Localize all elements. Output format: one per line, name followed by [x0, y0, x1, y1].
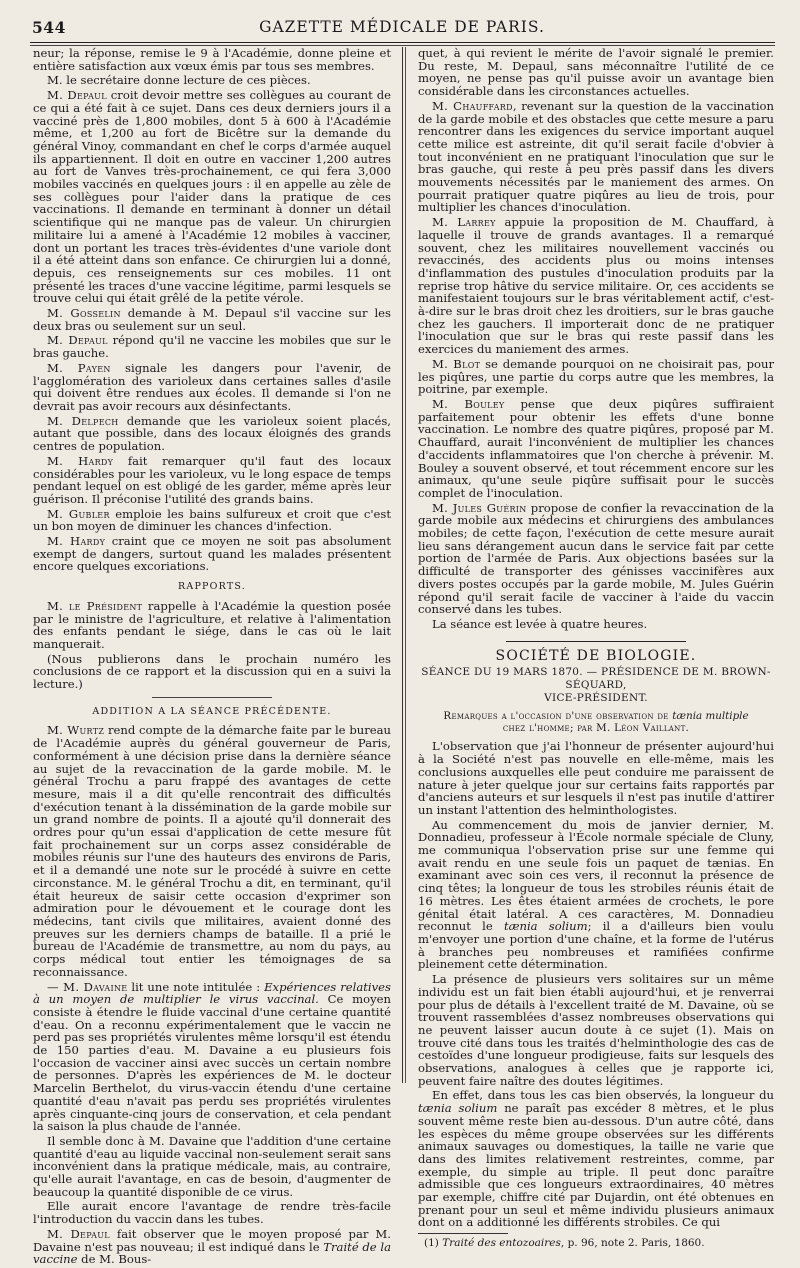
page-header — [32, 14, 772, 40]
journal-title: GAZETTE MÉDICALE DE PARIS. — [259, 18, 545, 36]
speaker-name: M. Depaul — [47, 88, 107, 103]
speaker-name: M. Payen — [47, 360, 111, 375]
paragraph: neur; la réponse, remise le 9 à l'Académie, donne pleine et entière satisfaction aux vœux émis par tous ses membres. — [33, 46, 391, 73]
speaker-name: — M. Davaine — [47, 979, 128, 994]
right-column — [418, 47, 774, 1252]
column-divider — [402, 47, 403, 1083]
footnote-rule — [418, 1233, 508, 1234]
paragraph: M. Depaul fait observer que le moyen proposé par M. Davaine n'est pas nouveau; il est indiqué dans le Traité de la vaccine de M. Bous- — [33, 1226, 391, 1267]
paragraph: En effet, dans tous les cas bien observés, la longueur du tænia solium ne paraît pas excéder 8 mètres, et le plus souvent même reste bien au-dessous. D'un autre côté, dans les espèces du même groupe observées sur les différents animaux sauvages ou domestiques, la taille ne varie que dans des limites relativement restreintes, comme, par exemple, du simple au triple. Il peut donc paraître admissible que ces longueurs extraordinaires, 40 mètres par exemple, chiffre cité par Dujardin, ont été obtenues en prenant pour un seul et même individu plusieurs animaux dont on a additionné les différents strobiles. Ce qui — [418, 1088, 775, 1230]
paragraph: M. Jules Guérin propose de confier la revaccination de la garde mobile aux médecins et chirurgiens des ambulances mobiles; de cette façon, l'exécution de cette mesure aurait lieu sans dérangement aucun dans le service fait par cette portion de l'armée de Paris. Aux objections basées sur la difficulté de transporter des génisses vaccinifères aux divers postes occupés par la garde mobile, M. Jules Guérin répond qu'il serait facile de vacciner à l'aide du vaccin conservé dans les tubes. — [418, 500, 774, 617]
paragraph: M. Gubler emploie les bains sulfureux et croit que c'est un bon moyen de diminuer les chances d'infection. — [33, 506, 392, 534]
speaker-name: M. le Président — [47, 598, 143, 613]
paragraph: M. Payen signale les dangers pour l'avenir, de l'agglomération des varioleux dans certaines salles d'asile qui doivent être rendues aux écoles. Il demande si l'on ne devrait pas avoir recours aux désinfectants. — [33, 360, 391, 413]
paragraph: Elle aurait encore l'avantage de rendre très-facile l'introduction du vaccin dans les tubes. — [33, 1199, 391, 1227]
section-separator — [506, 641, 686, 642]
society-heading: SOCIÉTÉ DE BIOLOGIE. — [495, 647, 697, 664]
speaker-name: M. Gubler — [47, 506, 110, 521]
paragraph: M. Blot se demande pourquoi on ne choisirait pas, pour les piqûres, une partie du corps autre que les membres, la poitrine, par exemple. — [418, 356, 774, 397]
speaker-name: M. Depaul — [47, 333, 108, 348]
speaker-name: M. Gosselin — [47, 306, 121, 321]
paragraph: M. Delpech demande que les varioleux soient placés, autant que possible, dans des locaux éloignés des grands centres de population. — [33, 413, 391, 454]
paragraph: M. le Président rappelle à l'Académie la question posée par le ministre de l'agriculture, et relative à l'alimentation des enfants pendant le siége, dans le cas où le lait manquerait. — [33, 598, 391, 651]
paragraph: M. Depaul répond qu'il ne vaccine les mobiles que sur le bras gauche. — [33, 333, 391, 361]
paragraph: M. le secrétaire donne lecture de ces pièces. — [47, 73, 311, 88]
paragraph: quet, à qui revient le mérite de l'avoir signalé le premier. Du reste, M. Depaul, sans méconnaître l'utilité de ce moyen, ne pense pas qu'il puisse avoir un avantage bien considérable dans les circonstances actuelles. — [418, 46, 774, 99]
speaker-name: M. Hardy — [47, 534, 106, 549]
paragraph: La présence de plusieurs vers solitaires sur un même individu est un fait bien établi aujourd'hui, et je renverrai pour plus de détails à l'excellent traité de M. Davaine, où se trouvent rassemblées d'assez nombreuses observations qui ne peuvent laisser aucun doute à ce sujet (1). Mais on trouve cité dans tous les traités d'helminthologie des cas de cestoïdes d'une longueur prodigieuse, faits sur lesquels des observations, analogues à celles que je rapporte ici, peuvent faire naître des doutes légitimes. — [418, 972, 774, 1088]
speaker-name: M. Bouley — [432, 396, 505, 411]
paragraph: M. Gosselin demande à M. Depaul s'il vaccine sur les deux bras ou seulement sur un seul. — [33, 306, 391, 333]
book-title: Traité de la vaccine — [33, 1239, 391, 1267]
column-divider-thin — [405, 47, 406, 1083]
paragraph: Au commencement du mois de janvier dernier, M. Donnadieu, professeur à l'École normale spéciale de Cluny, me communiqua l'observation prise sur une femme qui avait rendu en une seule fois un paquet de tænias. En examinant avec soin ces vers, il reconnut la présence de cinq têtes; la longueur de tous les strobiles réunis était de 16 mètres. Les êtes étaient armées de crochets, le pore génital était latéral. A ces caractères, M. Donnadieu reconnut le tænia solium; il a d'ailleurs bien voulu m'envoyer une portion d'une chaîne, et la forme de l'utérus à branches peu nombreuses et ramifiées confirme pleinement cette détermination. — [418, 817, 774, 972]
seance-line: SÉANCE DU 19 MARS 1870. — PRÉSIDENCE DE M. BROWN-SÉQUARD, — [421, 666, 771, 692]
paragraph: M. Wurtz rend compte de la démarche faite par le bureau de l'Académie auprès du général gouverneur de Paris, conformément à une décision prise dans la dernière séance au sujet de la revaccination de la garde mobile. M. le général Trochu a paru frappé des avantages de cette mesure, mais il a dit qu'elle rencontrait des difficultés d'exécution tenant à la dissémination de la garde mobile sur un grand nombre de points. Il a ajouté qu'il donnerait des ordres pour qu'un essai d'application de cette mesure fût fait prochainement sur un corps assez considérable de mobiles réunis sur l'une des hauteurs des environs de Paris, et il a demandé une note sur le procédé à suivre en cette circonstance. M. le général Trochu a dit, en terminant, qu'il était heureux de saisir cette occasion d'exprimer son admiration pour le dévouement et le courage dont les médecins, tant civils que militaires, avaient donné des preuves sur les derniers champs de bataille. Il a prié le bureau de l'Académie de transmettre, au nom du pays, au corps médical tout entier les témoignages de sa reconnaissance. — [33, 723, 391, 979]
vice-president-line: VICE-PRÉSIDENT. — [544, 691, 648, 704]
speaker-name: M. Chauffard — [432, 98, 513, 113]
paragraph: Il semble donc à M. Davaine que l'addition d'une certaine quantité d'eau au liquide vaccinal non-seulement serait sans inconvénient dans la pratique médicale, mais, au contraire, qu'elle aurait l'avantage, en cas de besoin, d'augmenter de beaucoup la quantité disponible de ce virus. — [33, 1133, 391, 1199]
speaker-name: M. Blot — [432, 356, 481, 371]
paragraph: M. Hardy fait remarquer qu'il faut des locaux considérables pour les varioleux, vu le long espace de temps pendant lequel on est obligé de les garder, même après leur guérison. Il préconise l'utilité des grands bains. — [33, 453, 391, 506]
paragraph: M. Hardy craint que ce moyen ne soit pas absolument exempt de dangers, surtout quand les malades présentent encore quelques excoriations. — [33, 534, 392, 574]
note-title: Expériences relatives à un moyen de multiplier le virus vaccinal. — [33, 979, 391, 1007]
speaker-name: M. Wurtz — [47, 723, 105, 738]
speaker-name: M. Delpech — [47, 413, 119, 428]
speaker-name: M. Larrey — [432, 215, 496, 230]
paragraph: La séance est levée à quatre heures. — [432, 616, 648, 631]
section-heading-addition: ADDITION A LA SÉANCE PRÉCÉDENTE. — [92, 705, 332, 717]
paragraph: M. Larrey appuie la proposition de M. Chauffard, à laquelle il trouve de grands avantages. Il a remarqué souvent, chez les militaires nouvellement vaccinés ou revaccinés, des accidents plus ou moins intenses d'inflammation des pustules d'inoculation produits par la reprise trop hâtive du service militaire. Or, ces accidents se manifestaient toujours sur le bras véritablement actif, c'est-à-dire sur le bras droit chez les droitiers, sur le bras gauche chez les gauchers. Il importerait donc de ne pratiquer l'inoculation que sur le bras qui reste passif dans les exercices du maniement des armes. — [418, 215, 774, 357]
paragraph: M. Bouley pense que deux piqûres suffiraient parfaitement pour obtenir les effets d'une bonne vaccination. Le nombre des quatre piqûres, proposé par M. Chauffard, aurait l'inconvénient de multiplier les chances d'accidents inflammatoires que l'on cherche à prévenir. M. Bouley a souvent observé, et tout récemment encore sur les animaux, qu'une seule piqûre suffisait pour le succès complet de l'inoculation. — [418, 396, 774, 500]
footnote: (1) Traité des entozoaires, p. 96, note 2. Paris, 1860. — [424, 1237, 705, 1250]
speaker-name: M. Hardy — [47, 453, 114, 468]
separator — [152, 697, 272, 698]
paragraph: L'observation que j'ai l'honneur de présenter aujourd'hui à la Société n'est pas nouvelle en elle-même, mais les conclusions auxquelles elle peut conduire me paraissent de nature à jeter quelque jour sur certains faits rapportés par d'anciens auteurs et sur lesquels il n'est pas inutile d'attirer un instant l'attention des helminthologistes. — [418, 739, 774, 817]
speaker-name: M. Depaul — [47, 1226, 110, 1241]
header-rule — [30, 42, 775, 43]
paragraph: M. Chauffard, revenant sur la question de la vaccination de la garde mobile et des obstacles que cette mesure a paru rencontrer dans les exigences du service important auquel cette milice est astreinte, dit qu'il serait facile d'obvier à tout inconvénient en ne pratiquant l'inoculation que sur le bras gauche, qui reste à peu près passif dans les divers mouvements nécessités par le maniement des armes. On pourrait pratiquer quatre piqûres au lieu de trois, pour multiplier les chances d'inoculation. — [418, 98, 774, 215]
speaker-name: M. Jules Guérin — [432, 500, 527, 515]
left-column — [33, 47, 391, 1268]
page-number: 544 — [32, 18, 66, 37]
section-heading-rapports: RAPPORTS. — [178, 581, 246, 593]
article-title: Remarques a l'occasion d'une observation de tænia multiple chez l'homme; par M. Léon Vaillant. — [443, 710, 749, 735]
paragraph: (Nous publierons dans le prochain numéro les conclusions de ce rapport et la discussion qui en a suivi la lecture.) — [33, 651, 391, 692]
paragraph: M. Depaul croit devoir mettre ses collègues au courant de ce qui a été fait à ce sujet. Dans ces deux derniers jours il a vacciné près de 1,800 mobiles, dont 5 à 600 à l'Académie même, et 1,200 au fort de Bicêtre sur la demande du général Vinoy, commandant en chef le corps d'armée auquel ils appartiennent. Il doit en outre en vacciner 1,200 autres au fort de Vanves très-prochainement, ce qui fera 3,000 mobiles vaccinés en quelques jours : il en appelle au zèle de ses collègues pour l'aider dans la pratique de ces vaccinations. Il demande en terminant à donner un détail scientifique qui ne manque pas de valeur. Un chirurgien militaire lui a amené à l'Académie 12 mobiles à vacciner, dont un portant les traces très-évidentes d'une variole dont il a été atteint dans son enfance. Ce chirurgien lui a donné, depuis, ces renseignements sur ces mobiles. 11 ont présenté les traces d'une vaccine légitime, parmi lesquels se trouve celui qui était grêlé de la petite vérole. — [33, 88, 391, 306]
paragraph: — M. Davaine lit une note intitulée : Expériences relatives à un moyen de multiplier le virus vaccinal. Ce moyen consiste à étendre le fluide vaccinal d'une certaine quantité d'eau. On a reconnu expérimentalement que le vaccin ne perd pas ses propriétés virulentes même lorsqu'il est étendu de 150 parties d'eau. M. Davaine a eu plusieurs fois l'occasion de vacciner ainsi avec succès un certain nombre de personnes. D'après les expériences de M. le docteur Marcelin Berthelot, du virus-vaccin étendu d'une certaine quantité d'eau n'avait pas perdu ses propriétés virulentes après cinquante-cinq jours de conservation, et cela pendant la saison la plus chaude de l'année. — [33, 979, 391, 1134]
